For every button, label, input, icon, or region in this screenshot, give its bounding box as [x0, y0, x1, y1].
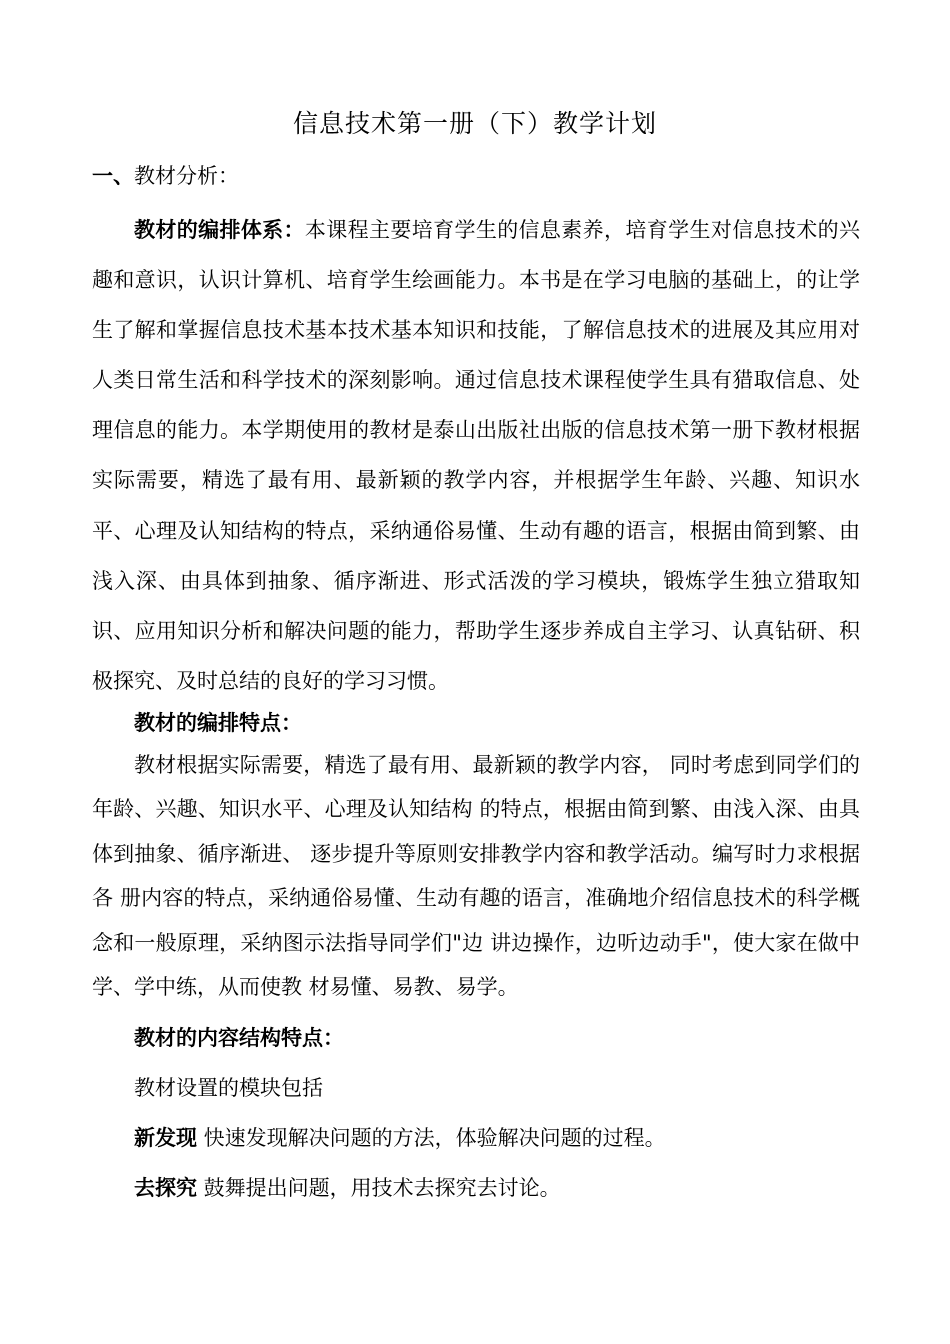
module-item: [134, 1170, 561, 1206]
system-text: 本课程主要培育学生的信息素养，培育学生对信息技术的兴趣和意识，认识计算机、培育学生绘画能力。本书是在学习电脑的基础上，的让学生了解和掌握信息技术基本技术基本知识和技能，了解信息技术的进展及其应用对人类日常生活和科学技术的深刻影响。通过信息技术课程使学生具有猎取信息、处理信息的能力。本学期使用的教材是泰山出版社出版的信息技术第一册下教材根据实际需要，精选了最有用、最新颖的教学内容，并根据学生年龄、兴趣、知识水平、心理及认知结构的特点，采纳通俗易懂、生动有趣的语言，根据由简到繁、由浅入深、由具体到抽象、循序渐进、形式活泼的学习模块，锻炼学生独立猎取知识、应用知识分析和解决问题的能力，帮助学生逐步养成自主学习、认真钻研、积极探究、及时总结的良好的学习习惯。: [92, 218, 861, 693]
paragraph-system: [92, 205, 860, 706]
module-desc: 鼓舞提出问题，用技术去探究去讨论。: [197, 1176, 561, 1200]
section-number: 一、: [92, 164, 134, 188]
module-name: 去探究: [134, 1176, 197, 1200]
module-item: [134, 1120, 666, 1156]
system-heading: 教材的编排体系：: [134, 218, 305, 242]
features-text: 教材根据实际需要，精选了最有用、最新颖的教学内容， 同时考虑到同学们的年龄、兴趣、知识水平、心理及认知结构 的特点，根据由简到繁、由浅入深、由具体到抽象、循序渐进、 逐步提升等原则安排教学内容和教学活动。编写时力求根据各 册内容的特点，采纳通俗易懂、生动有趣的语言，准确地介绍信息技术的科学概念和一般原理，采纳图示法指导同学们"边 讲边操作，边听边动手"，使大家在做中学、学中练，从而使教 材易懂、易教、易学。: [92, 753, 860, 1000]
structure-intro: 教材设置的模块包括: [134, 1076, 323, 1100]
section-heading: [92, 158, 239, 194]
section-title: 教材分析：: [134, 164, 239, 188]
features-heading: 教材的编排特点：: [134, 711, 302, 735]
structure-heading: 教材的内容结构特点：: [134, 1026, 344, 1050]
module-name: 新发现: [134, 1126, 197, 1150]
module-desc: 快速发现解决问题的方法，体验解决问题的过程。: [197, 1126, 666, 1150]
document-title: 信息技术第一册（下）教学计划: [292, 109, 657, 138]
paragraph-features: [92, 743, 860, 1009]
